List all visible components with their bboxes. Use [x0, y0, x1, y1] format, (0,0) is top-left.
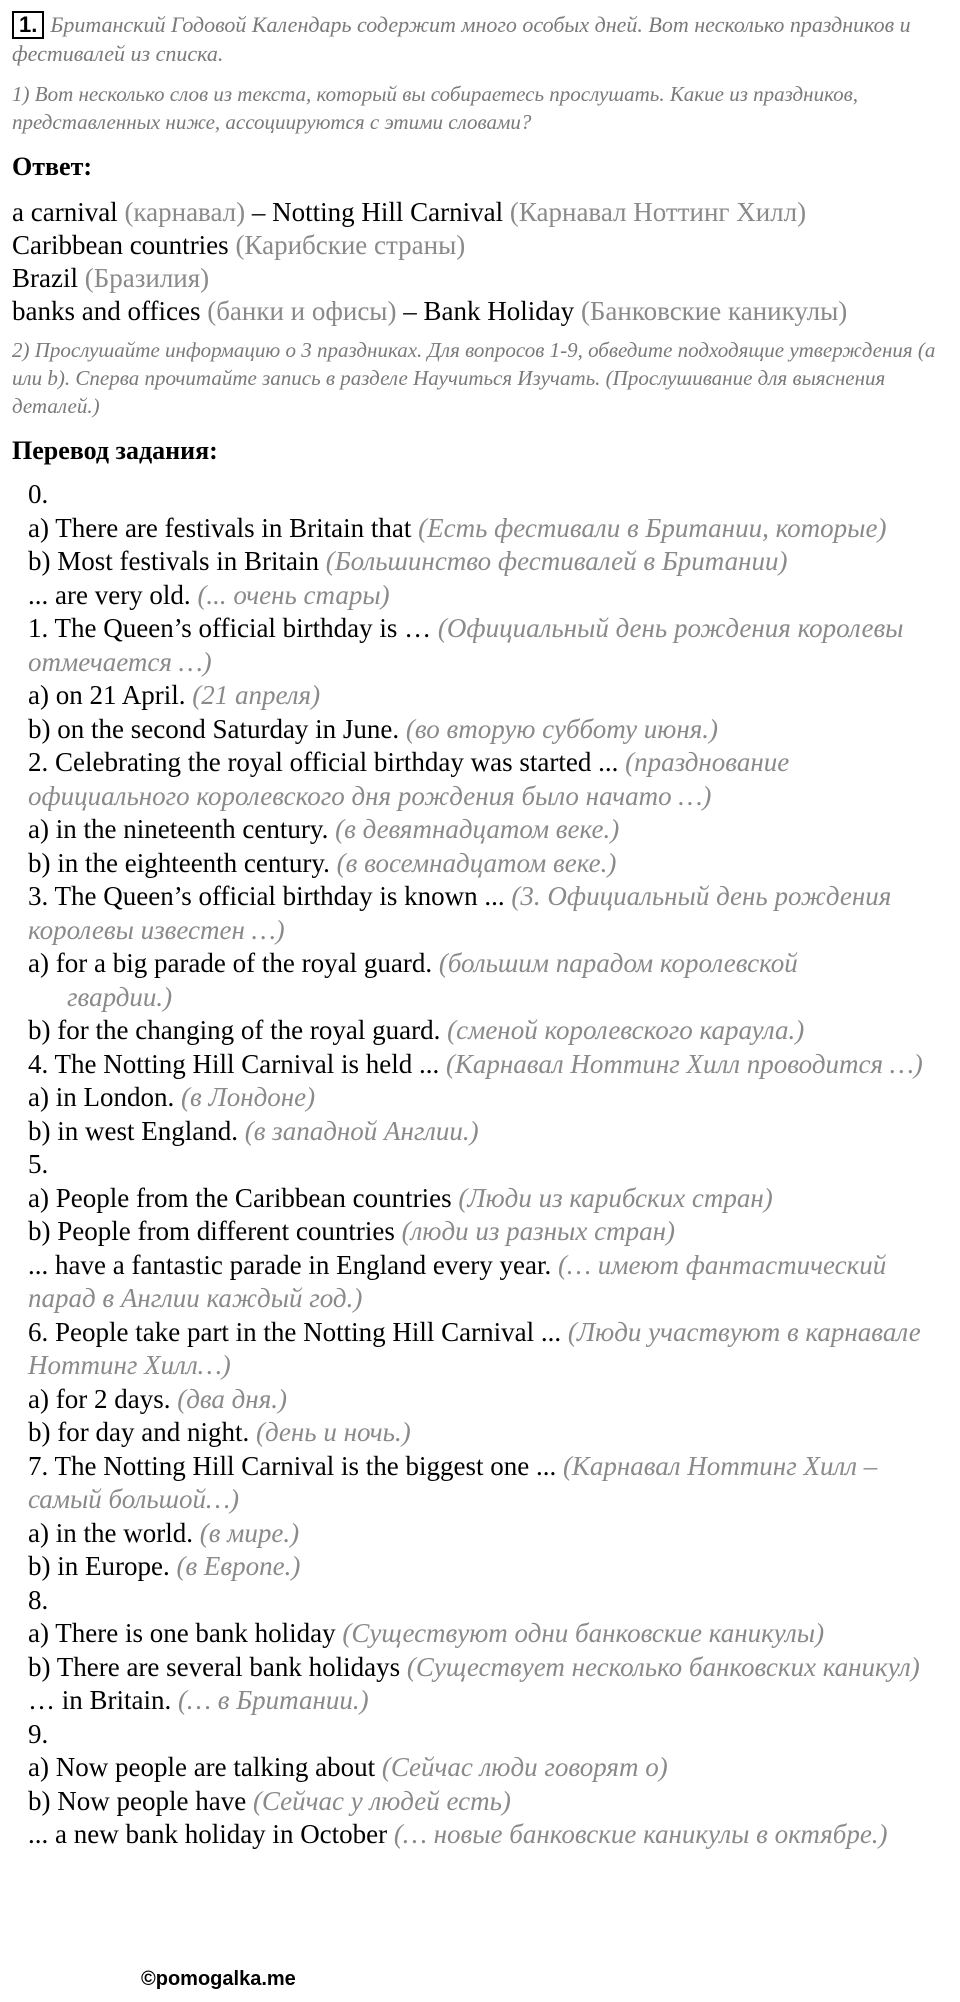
- answer-separator: –: [396, 296, 424, 326]
- line-russian: (в западной Англии.): [237, 1115, 479, 1146]
- line-russian: (в девятнадцатом веке.): [328, 814, 620, 844]
- answer-ru: (банки и офисы): [200, 296, 397, 326]
- line-english: b) People from different countries: [28, 1216, 395, 1246]
- translation-line: [12, 981, 948, 1015]
- translation-line: [12, 679, 948, 713]
- translation-line: [12, 813, 948, 847]
- line-russian: (Официальный день рождения королевы отмечается …): [28, 613, 904, 677]
- answer-ru: (карнавал): [117, 197, 246, 227]
- line-english: b) Now people have: [28, 1785, 247, 1816]
- line-russian: (Существуют одни банковские каникулы): [335, 1618, 825, 1648]
- line-russian: (в Европе.): [169, 1551, 301, 1581]
- line-english: b) in the eighteenth century.: [28, 847, 330, 878]
- line-english: 0.: [28, 479, 49, 509]
- line-english: 7. The Notting Hill Carnival is the biggest one ...: [28, 1450, 557, 1481]
- line-russian: (Люди из карибских стран): [451, 1182, 773, 1213]
- answer-ru-2: (Карнавал Ноттинг Хилл): [503, 197, 807, 227]
- translation-line: [12, 1383, 948, 1417]
- answer-en-2: Bank Holiday: [423, 296, 575, 326]
- translation-line: [12, 1785, 948, 1819]
- translation-line: [12, 1115, 948, 1149]
- translation-line: [12, 1048, 948, 1082]
- line-russian: (3. Официальный день рождения королевы известен …): [28, 881, 892, 945]
- line-english: a) for 2 days.: [28, 1383, 171, 1414]
- line-english: b) There are several bank holidays: [28, 1651, 401, 1682]
- translation-heading: Перевод задания:: [12, 436, 218, 465]
- translation-line: [12, 1450, 948, 1517]
- answer-ru: (Карибские страны): [228, 230, 466, 260]
- line-russian: (21 апреля): [185, 680, 321, 710]
- translation-line: [12, 1818, 948, 1852]
- answer-heading: Ответ:: [12, 152, 93, 181]
- line-english: b) in Europe.: [28, 1551, 170, 1581]
- line-english: a) in London.: [28, 1082, 175, 1112]
- line-english: b) for day and night.: [28, 1417, 250, 1447]
- answer-ru: (Бразилия): [77, 263, 210, 293]
- line-english: … in Britain.: [28, 1685, 172, 1715]
- line-russian: (… в Британии.): [171, 1685, 369, 1715]
- answer-list: [12, 196, 948, 328]
- line-english: 8.: [28, 1584, 49, 1615]
- line-russian: (... очень стары): [190, 579, 390, 610]
- translation-line: [12, 1751, 948, 1785]
- line-english: 6. People take part in the Notting Hill Carnival ...: [28, 1316, 562, 1347]
- translation-line: [12, 1651, 948, 1685]
- translation-line: [12, 1550, 948, 1584]
- line-english: b) for the changing of the royal guard.: [28, 1015, 441, 1045]
- translation-line: [12, 1584, 948, 1618]
- line-russian: гвардии.): [67, 981, 173, 1012]
- line-english: a) in the nineteenth century.: [28, 814, 329, 844]
- line-russian: (день и ночь.): [249, 1417, 411, 1447]
- task-intro-text: Британский Годовой Календарь содержит много особых дней. Вот несколько праздников и фестивалей из списка.: [12, 12, 911, 66]
- line-english: ... have a fantastic parade in England every year.: [28, 1249, 552, 1280]
- answer-line: [12, 295, 948, 328]
- line-english: 3. The Queen’s official birthday is known ...: [28, 881, 505, 911]
- line-russian: (люди из разных стран): [394, 1216, 675, 1246]
- line-english: 4. The Notting Hill Carnival is held ...: [28, 1048, 440, 1079]
- line-russian: (Есть фестивали в Британии, которые): [411, 512, 887, 543]
- line-english: a) for a big parade of the royal guard.: [28, 948, 433, 978]
- translation-line: [12, 880, 948, 947]
- translation-line: [12, 947, 948, 981]
- translation-line: [12, 579, 948, 613]
- line-english: a) There is one bank holiday: [28, 1618, 336, 1648]
- answer-en: banks and offices: [12, 296, 201, 326]
- line-english: ... are very old.: [28, 579, 191, 610]
- translation-line: [12, 713, 948, 747]
- answer-en: Caribbean countries: [12, 230, 229, 260]
- line-english: b) on the second Saturday in June.: [28, 713, 400, 744]
- line-russian: (… имеют фантастический парад в Англии каждый год.): [28, 1249, 887, 1313]
- task-part1: 1) Вот несколько слов из текста, который вы собираетесь прослушать. Какие из праздников, представленных ниже, ассоциируются с этими словами?: [12, 82, 858, 134]
- translation-line: [12, 478, 948, 512]
- translation-line: [12, 612, 948, 679]
- translation-line: [12, 512, 948, 546]
- translation-line: [12, 1215, 948, 1249]
- task-part2: 2) Прослушайте информацию о 3 праздниках. Для вопросов 1-9, обведите подходящие утверждения (a или b). Сперва прочитайте запись в разделе Научиться Изучать. (Прослушивание для выяснения деталей.): [12, 338, 936, 418]
- line-russian: (Люди участвуют в карнавале Ноттинг Хилл…): [28, 1316, 921, 1380]
- translation-line: [12, 1416, 948, 1450]
- translation-line: [12, 1517, 948, 1551]
- line-english: b) in west England.: [28, 1115, 238, 1146]
- translation-lines: [12, 478, 948, 1852]
- answer-en: a carnival: [12, 197, 118, 227]
- line-russian: (в восемнадцатом веке.): [329, 847, 617, 878]
- line-russian: (во вторую субботу июня.): [399, 713, 719, 744]
- translation-line: [12, 1617, 948, 1651]
- line-english: a) Now people are talking about: [28, 1752, 376, 1782]
- translation-line: [12, 847, 948, 881]
- line-russian: (Сейчас люди говорят о): [375, 1752, 668, 1782]
- answer-en-2: Notting Hill Carnival: [272, 197, 504, 227]
- line-russian: (в Лондоне): [174, 1082, 316, 1112]
- line-english: a) People from the Caribbean countries: [28, 1182, 452, 1213]
- translation-line: [12, 746, 948, 813]
- answer-ru-2: (Банковские каникулы): [574, 296, 848, 326]
- line-russian: (два дня.): [170, 1383, 287, 1414]
- line-english: a) There are festivals in Britain that: [28, 512, 412, 543]
- line-russian: (сменой королевского караула.): [440, 1015, 805, 1045]
- translation-line: [12, 1148, 948, 1182]
- translation-line: [12, 1718, 948, 1752]
- line-russian: (Сейчас у людей есть): [246, 1785, 511, 1816]
- translation-line: [12, 1249, 948, 1316]
- line-english: 1. The Queen’s official birthday is …: [28, 613, 432, 643]
- translation-line: [12, 1014, 948, 1048]
- line-russian: (Карнавал Ноттинг Хилл проводится …): [439, 1048, 923, 1079]
- answer-en: Brazil: [12, 263, 78, 293]
- line-russian: (Большинство фестивалей в Британии): [318, 546, 788, 576]
- answer-line: [12, 196, 948, 229]
- translation-line: [12, 545, 948, 579]
- line-english: 5.: [28, 1149, 49, 1179]
- watermark-footer: ©pomogalka.me: [141, 1968, 296, 1990]
- translation-line: [12, 1316, 948, 1383]
- line-russian: (большим парадом королевской: [432, 948, 798, 978]
- answer-separator: –: [245, 197, 273, 227]
- line-russian: (… новые банковские каникулы в октябре.): [387, 1819, 888, 1849]
- translation-line: [12, 1182, 948, 1216]
- line-english: b) Most festivals in Britain: [28, 546, 319, 576]
- task-intro: [12, 10, 948, 68]
- line-english: 9.: [28, 1718, 49, 1749]
- line-russian: (Существует несколько банковских каникул): [400, 1651, 920, 1682]
- line-english: 2. Celebrating the royal official birthday was started ...: [28, 747, 619, 777]
- line-russian: (празднование официального королевского дня рождения было начато …): [28, 747, 790, 811]
- answer-line: [12, 229, 948, 262]
- task-number-badge: 1.: [12, 11, 44, 39]
- line-english: a) in the world.: [28, 1517, 193, 1548]
- line-russian: (в мире.): [192, 1517, 300, 1548]
- translation-line: [12, 1081, 948, 1115]
- answer-line: [12, 262, 948, 295]
- line-english: ... a new bank holiday in October: [28, 1819, 388, 1849]
- line-russian: (Карнавал Ноттинг Хилл – самый большой…): [28, 1450, 878, 1514]
- translation-line: [12, 1684, 948, 1718]
- line-english: a) on 21 April.: [28, 680, 186, 710]
